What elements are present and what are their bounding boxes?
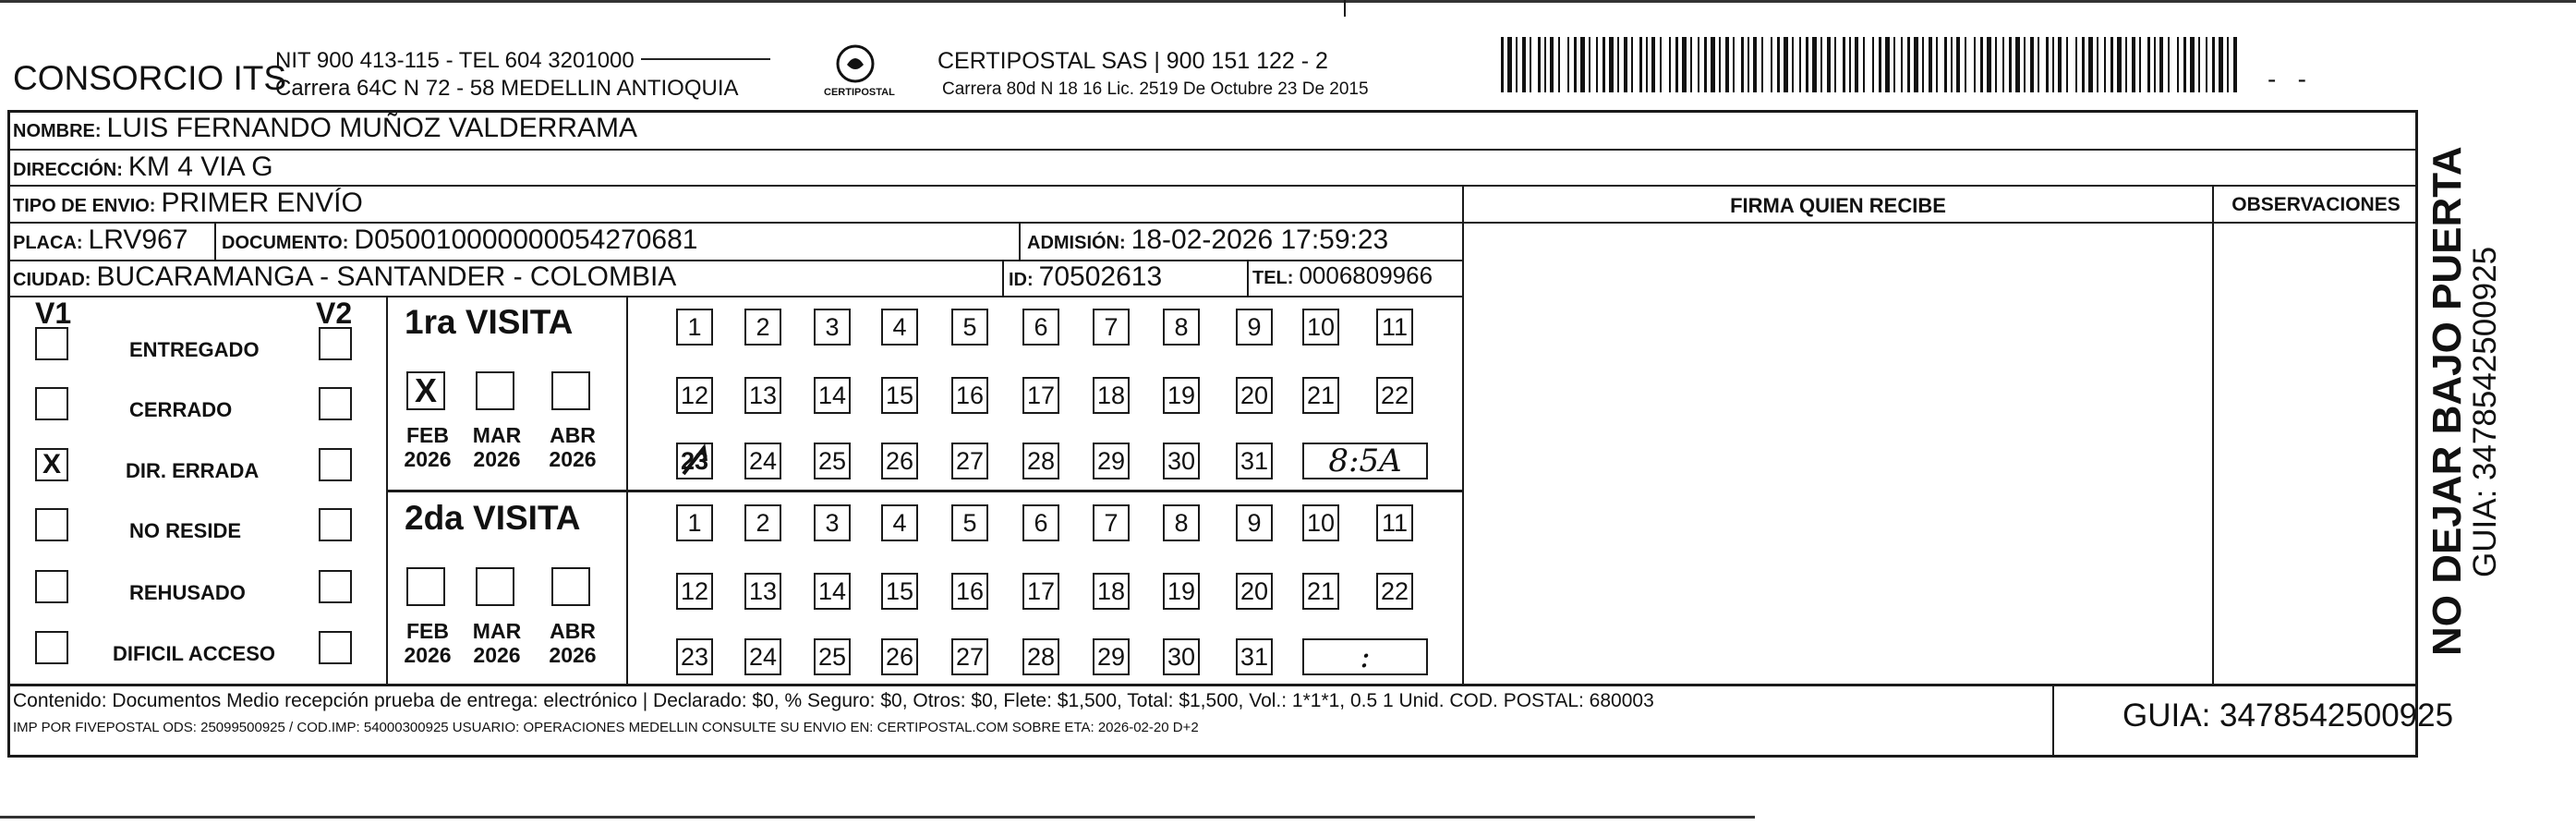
barcode-bar bbox=[2015, 37, 2020, 92]
visit-time-box[interactable]: 8:5A bbox=[1302, 443, 1428, 479]
month-label bbox=[540, 619, 605, 667]
month-name: MAR bbox=[472, 423, 522, 447]
barcode-bar bbox=[1609, 37, 1614, 92]
col-line bbox=[1247, 261, 1249, 297]
day-box-30[interactable]: 30 bbox=[1163, 443, 1200, 479]
firma-header: FIRMA QUIEN RECIBE bbox=[1730, 194, 1946, 217]
dash-marks: - - bbox=[2268, 65, 2306, 93]
barcode-bar bbox=[1799, 37, 1801, 92]
month-name: FEB bbox=[406, 619, 449, 643]
barcode-bar bbox=[1602, 37, 1605, 92]
day-box-20[interactable]: 20 bbox=[1236, 573, 1273, 610]
day-box-2[interactable]: 2 bbox=[744, 504, 781, 541]
barcode-bar bbox=[1956, 37, 1960, 92]
barcode-bar bbox=[1929, 37, 1932, 92]
barcode-bar bbox=[1843, 37, 1845, 92]
month-year: 2026 bbox=[404, 643, 452, 667]
footer-guia: GUIA: 3478542500925 bbox=[2122, 698, 2454, 734]
month-checkbox-feb[interactable] bbox=[406, 567, 445, 606]
barcode-bar bbox=[1522, 37, 1526, 92]
company-address: Carrera 64C N 72 - 58 MEDELLIN ANTIOQUIA bbox=[275, 76, 739, 101]
day-box-3[interactable]: 3 bbox=[814, 504, 851, 541]
barcode-bar bbox=[1893, 37, 1895, 92]
top-tick bbox=[1344, 0, 1346, 17]
barcode-bar bbox=[1660, 37, 1662, 92]
month-label bbox=[395, 619, 460, 667]
row-line bbox=[7, 684, 2418, 686]
barcode-bar bbox=[2190, 37, 2195, 92]
barcode-bar bbox=[1624, 37, 1627, 92]
barcode-bar bbox=[1806, 37, 1808, 92]
status-label: NO RESIDE bbox=[129, 519, 242, 542]
barcode-bar bbox=[1544, 37, 1546, 92]
barcode-bar bbox=[1507, 37, 1512, 92]
barcode-bar bbox=[1812, 37, 1817, 92]
barcode-bar bbox=[2002, 37, 2004, 92]
barcode-bar bbox=[1792, 37, 1794, 92]
status-label: DIFICIL ACCESO bbox=[113, 642, 276, 665]
day-box-24[interactable]: 24 bbox=[744, 638, 781, 675]
day-box-20[interactable]: 20 bbox=[1236, 377, 1273, 414]
barcode-bar bbox=[2052, 37, 2054, 92]
placa-value: LRV967 bbox=[88, 224, 188, 255]
barcode-bar bbox=[1761, 37, 1763, 92]
day-box-23[interactable]: 23 bbox=[676, 443, 713, 479]
barcode-bar bbox=[1631, 37, 1633, 92]
day-box-17[interactable]: 17 bbox=[1022, 573, 1059, 610]
barcode-bar bbox=[1580, 37, 1585, 92]
barcode-bar bbox=[1980, 37, 1983, 92]
barcode-bar bbox=[1855, 37, 1858, 92]
barcode-bar bbox=[1596, 37, 1598, 92]
barcode-bar bbox=[1922, 37, 1924, 92]
day-box-31[interactable]: 31 bbox=[1236, 443, 1273, 479]
barcode-bar bbox=[1558, 37, 1560, 92]
day-box-10[interactable]: 10 bbox=[1302, 504, 1339, 541]
tel-value: 0006809966 bbox=[1299, 261, 1433, 289]
day-box-7[interactable]: 7 bbox=[1093, 309, 1130, 346]
barcode-bar bbox=[2183, 37, 2186, 92]
barcode-bar bbox=[2088, 37, 2093, 92]
barcode-bar bbox=[2104, 37, 2106, 92]
day-box-28[interactable]: 28 bbox=[1022, 443, 1059, 479]
day-box-26[interactable]: 26 bbox=[881, 638, 918, 675]
day-box-13[interactable]: 13 bbox=[744, 377, 781, 414]
day-box-8[interactable]: 8 bbox=[1163, 504, 1200, 541]
guia-divider bbox=[2052, 685, 2054, 758]
barcode-bar bbox=[1690, 37, 1692, 92]
barcode-bar bbox=[1719, 37, 1721, 92]
barcode-bar bbox=[2154, 37, 2156, 92]
barcode-bar bbox=[1501, 37, 1504, 92]
barcode-bar bbox=[1733, 37, 1735, 92]
barcode-bar bbox=[1995, 37, 1997, 92]
id-row: ID: 70502613 bbox=[1009, 261, 1163, 292]
day-box-15[interactable]: 15 bbox=[881, 573, 918, 610]
barcode-bar bbox=[1530, 37, 1531, 92]
day-box-21[interactable]: 21 bbox=[1302, 573, 1339, 610]
barcode-bar bbox=[1784, 37, 1788, 92]
ciudad-value: BUCARAMANGA - SANTANDER - COLOMBIA bbox=[96, 261, 677, 292]
barcode-bar bbox=[2066, 37, 2068, 92]
barcode-bar bbox=[1965, 37, 1966, 92]
barcode-bar bbox=[2159, 37, 2163, 92]
status-label: REHUSADO bbox=[129, 581, 246, 604]
barcode-bar bbox=[1589, 37, 1590, 92]
barcode-bar bbox=[1901, 37, 1903, 92]
month-label bbox=[465, 423, 529, 471]
day-box-12[interactable]: 12 bbox=[676, 377, 713, 414]
barcode-bar bbox=[2097, 37, 2098, 92]
day-box-21[interactable]: 21 bbox=[1302, 377, 1339, 414]
barcode-bar bbox=[1914, 37, 1918, 92]
company-nit: NIT 900 413-115 - TEL 604 3201000 bbox=[275, 48, 635, 73]
day-box-30[interactable]: 30 bbox=[1163, 638, 1200, 675]
visit-title: 1ra VISITA bbox=[405, 303, 574, 341]
barcode-bar bbox=[2147, 37, 2150, 92]
v1-checkbox[interactable] bbox=[35, 570, 68, 603]
barcode-bar bbox=[1574, 37, 1577, 92]
day-box-29[interactable]: 29 bbox=[1093, 443, 1130, 479]
direccion-row: DIRECCIÓN: KM 4 VIA G bbox=[13, 152, 273, 182]
barcode-bar bbox=[1682, 37, 1687, 92]
barcode-bar bbox=[2139, 37, 2141, 92]
month-checkbox-feb[interactable]: X bbox=[406, 371, 445, 410]
placa-row: PLACA: LRV967 bbox=[13, 224, 188, 255]
barcode-bar bbox=[2082, 37, 2085, 92]
company-name: CONSORCIO ITS bbox=[13, 59, 287, 97]
v2-checkbox[interactable] bbox=[319, 631, 352, 664]
day-box-14[interactable]: 14 bbox=[814, 573, 851, 610]
barcode bbox=[1501, 37, 2240, 92]
direccion-value: KM 4 VIA G bbox=[127, 152, 273, 182]
imp-line: IMP POR FIVEPOSTAL ODS: 25099500925 / COD.IMP: 54000300925 USUARIO: OPERACIONES MEDELLIN CONSULTE SU ENVIO EN: CERTIPOSTAL.COM SOBRE ETA: 2026-02-20 D+2 bbox=[13, 720, 1199, 735]
day-box-18[interactable]: 18 bbox=[1093, 377, 1130, 414]
top-edge-line bbox=[0, 0, 2576, 3]
barcode-bar bbox=[2227, 37, 2229, 92]
barcode-bar bbox=[1725, 37, 1729, 92]
v2-checkbox[interactable] bbox=[319, 448, 352, 481]
barcode-bar bbox=[1675, 37, 1678, 92]
day-box-27[interactable]: 27 bbox=[951, 638, 988, 675]
barcode-bar bbox=[2075, 37, 2077, 92]
barcode-bar bbox=[2212, 37, 2215, 92]
month-label bbox=[395, 423, 460, 471]
barcode-bar bbox=[1698, 37, 1699, 92]
partner-address: Carrera 80d N 18 16 Lic. 2519 De Octubre 23 De 2015 bbox=[942, 79, 1369, 99]
barcode-bar bbox=[1820, 37, 1822, 92]
barcode-bar bbox=[2168, 37, 2170, 92]
barcode-bar bbox=[2038, 37, 2039, 92]
barcode-bar bbox=[2206, 37, 2207, 92]
day-box-2[interactable]: 2 bbox=[744, 309, 781, 346]
barcode-bar bbox=[1974, 37, 1976, 92]
barcode-bar bbox=[1646, 37, 1648, 92]
month-name: FEB bbox=[406, 423, 449, 447]
observaciones-field[interactable] bbox=[2214, 224, 2416, 683]
day-box-19[interactable]: 19 bbox=[1163, 573, 1200, 610]
month-checkbox-mar[interactable] bbox=[476, 371, 514, 410]
barcode-bar bbox=[2117, 37, 2122, 92]
v1-checkbox[interactable] bbox=[35, 631, 68, 664]
barcode-bar bbox=[1748, 37, 1749, 92]
col-line bbox=[214, 223, 216, 261]
v2-checkbox[interactable] bbox=[319, 508, 352, 541]
barcode-bar bbox=[1879, 37, 1881, 92]
day-box-22[interactable]: 22 bbox=[1376, 377, 1413, 414]
day-box-3[interactable]: 3 bbox=[814, 309, 851, 346]
nombre-value: LUIS FERNANDO MUÑOZ VALDERRAMA bbox=[106, 113, 638, 143]
barcode-bar bbox=[2030, 37, 2034, 92]
barcode-bar bbox=[1567, 37, 1569, 92]
day-box-25[interactable]: 25 bbox=[814, 443, 851, 479]
v1-checkbox[interactable] bbox=[35, 327, 68, 360]
v1-label: V1 bbox=[35, 297, 72, 330]
day-box-19[interactable]: 19 bbox=[1163, 377, 1200, 414]
barcode-bar bbox=[1849, 37, 1851, 92]
barcode-bar bbox=[1834, 37, 1836, 92]
logo-text: CERTIPOSTAL bbox=[824, 87, 895, 98]
day-box-15[interactable]: 15 bbox=[881, 377, 918, 414]
barcode-bar bbox=[2110, 37, 2113, 92]
barcode-bar bbox=[1863, 37, 1865, 92]
day-box-29[interactable]: 29 bbox=[1093, 638, 1130, 675]
admision-value: 18-02-2026 17:59:23 bbox=[1131, 224, 1389, 255]
v1-checkbox[interactable] bbox=[35, 508, 68, 541]
month-checkbox-mar[interactable] bbox=[476, 567, 514, 606]
barcode-bar bbox=[2125, 37, 2127, 92]
day-box-9[interactable]: 9 bbox=[1236, 504, 1273, 541]
day-box-8[interactable]: 8 bbox=[1163, 309, 1200, 346]
col-line bbox=[1002, 261, 1004, 297]
barcode-bar bbox=[2177, 37, 2179, 92]
day-box-22[interactable]: 22 bbox=[1376, 573, 1413, 610]
day-box-24[interactable]: 24 bbox=[744, 443, 781, 479]
month-year: 2026 bbox=[549, 447, 597, 471]
col-line bbox=[1019, 223, 1021, 261]
v2-checkbox[interactable] bbox=[319, 570, 352, 603]
barcode-bar bbox=[2198, 37, 2200, 92]
month-label bbox=[540, 423, 605, 471]
tipo-value: PRIMER ENVÍO bbox=[161, 188, 363, 218]
admision-row: ADMISIÓN: 18-02-2026 17:59:23 bbox=[1027, 224, 1389, 255]
barcode-bar bbox=[1741, 37, 1744, 92]
barcode-bar bbox=[1827, 37, 1831, 92]
day-box-1[interactable]: 1 bbox=[676, 309, 713, 346]
barcode-bar bbox=[1516, 37, 1518, 92]
v1-checkbox[interactable] bbox=[35, 387, 68, 420]
status-label: DIR. ERRADA bbox=[126, 459, 260, 482]
month-checkbox-abr[interactable] bbox=[551, 567, 590, 606]
day-box-23[interactable]: 23 bbox=[676, 638, 713, 675]
certipostal-logo bbox=[834, 42, 877, 85]
day-box-6[interactable]: 6 bbox=[1022, 504, 1059, 541]
barcode-bar bbox=[2009, 37, 2012, 92]
barcode-bar bbox=[1669, 37, 1671, 92]
barcode-bar bbox=[1936, 37, 1938, 92]
barcode-bar bbox=[2046, 37, 2049, 92]
status-label: CERRADO bbox=[129, 398, 233, 421]
barcode-bar bbox=[1550, 37, 1554, 92]
nit-underline bbox=[641, 58, 770, 60]
day-box-27[interactable]: 27 bbox=[951, 443, 988, 479]
row-line bbox=[7, 149, 2418, 151]
barcode-bar bbox=[1777, 37, 1780, 92]
visit-time-box[interactable]: : bbox=[1302, 638, 1428, 675]
v1-checkbox[interactable]: X bbox=[35, 448, 68, 481]
day-box-31[interactable]: 31 bbox=[1236, 638, 1273, 675]
visit-title: 2da VISITA bbox=[405, 499, 581, 537]
id-value: 70502613 bbox=[1038, 261, 1163, 292]
barcode-bar bbox=[1771, 37, 1772, 92]
day-box-16[interactable]: 16 bbox=[951, 377, 988, 414]
barcode-bar bbox=[2219, 37, 2223, 92]
row-line bbox=[7, 296, 1462, 297]
day-box-14[interactable]: 14 bbox=[814, 377, 851, 414]
day-box-26[interactable]: 26 bbox=[881, 443, 918, 479]
side-guia: GUIA: 3478542500925 bbox=[2467, 246, 2503, 577]
tipo-row: TIPO DE ENVIO: PRIMER ENVÍO bbox=[13, 188, 363, 218]
day-box-9[interactable]: 9 bbox=[1236, 309, 1273, 346]
month-year: 2026 bbox=[404, 447, 452, 471]
day-box-6[interactable]: 6 bbox=[1022, 309, 1059, 346]
ciudad-row: CIUDAD: BUCARAMANGA - SANTANDER - COLOMBIA bbox=[13, 261, 677, 292]
strike-mark bbox=[676, 443, 713, 479]
barcode-bar bbox=[1872, 37, 1874, 92]
barcode-bar bbox=[1753, 37, 1757, 92]
day-box-12[interactable]: 12 bbox=[676, 573, 713, 610]
day-box-16[interactable]: 16 bbox=[951, 573, 988, 610]
signature-field[interactable] bbox=[1461, 224, 2211, 683]
barcode-bar bbox=[1987, 37, 1991, 92]
day-box-5[interactable]: 5 bbox=[951, 309, 988, 346]
bottom-edge-line bbox=[0, 816, 1755, 819]
day-box-4[interactable]: 4 bbox=[881, 309, 918, 346]
documento-value: D050010000000054270681 bbox=[354, 224, 698, 255]
side-warning: NO DEJAR BAJO PUERTA bbox=[2425, 146, 2470, 656]
barcode-bar bbox=[2024, 37, 2026, 92]
day-box-11[interactable]: 11 bbox=[1376, 504, 1413, 541]
status-label: ENTREGADO bbox=[129, 338, 260, 361]
nombre-row: NOMBRE: LUIS FERNANDO MUÑOZ VALDERRAMA bbox=[13, 113, 638, 143]
v2-checkbox[interactable] bbox=[319, 327, 352, 360]
barcode-bar bbox=[1651, 37, 1655, 92]
day-box-4[interactable]: 4 bbox=[881, 504, 918, 541]
month-year: 2026 bbox=[473, 643, 521, 667]
day-box-28[interactable]: 28 bbox=[1022, 638, 1059, 675]
partner-name: CERTIPOSTAL SAS | 900 151 122 - 2 bbox=[937, 48, 1328, 74]
barcode-bar bbox=[1711, 37, 1715, 92]
contenido-line: Contenido: Documentos Medio recepción prueba de entrega: electrónico | Declarado: $0, % Seguro: $0, Otros: $0, Flete: $1,500, Total: $1,500, Vol.: 1*1*1, 0.5 1 Unid. COD. POSTAL: 680003 bbox=[13, 690, 1654, 711]
day-box-25[interactable]: 25 bbox=[814, 638, 851, 675]
barcode-bar bbox=[2233, 37, 2237, 92]
day-box-13[interactable]: 13 bbox=[744, 573, 781, 610]
barcode-bar bbox=[1885, 37, 1890, 92]
day-box-1[interactable]: 1 bbox=[676, 504, 713, 541]
barcode-bar bbox=[1951, 37, 1953, 92]
day-box-7[interactable]: 7 bbox=[1093, 504, 1130, 541]
tel-row: TEL: 0006809966 bbox=[1252, 261, 1433, 289]
visit-divider bbox=[386, 490, 1463, 492]
barcode-bar bbox=[1907, 37, 1910, 92]
observaciones-header: OBSERVACIONES bbox=[2231, 194, 2401, 215]
barcode-bar bbox=[1617, 37, 1619, 92]
month-name: ABR bbox=[550, 423, 596, 447]
day-box-17[interactable]: 17 bbox=[1022, 377, 1059, 414]
barcode-bar bbox=[1538, 37, 1541, 92]
barcode-bar bbox=[1639, 37, 1642, 92]
day-box-11[interactable]: 11 bbox=[1376, 309, 1413, 346]
v2-checkbox[interactable] bbox=[319, 387, 352, 420]
month-name: MAR bbox=[472, 619, 522, 643]
barcode-bar bbox=[2058, 37, 2062, 92]
month-checkbox-abr[interactable] bbox=[551, 371, 590, 410]
day-box-18[interactable]: 18 bbox=[1093, 573, 1130, 610]
month-year: 2026 bbox=[549, 643, 597, 667]
barcode-bar bbox=[2132, 37, 2135, 92]
barcode-bar bbox=[1704, 37, 1707, 92]
v2-label: V2 bbox=[316, 297, 353, 330]
row-line bbox=[7, 185, 2418, 187]
barcode-bar bbox=[1944, 37, 1947, 92]
day-box-10[interactable]: 10 bbox=[1302, 309, 1339, 346]
month-label bbox=[465, 619, 529, 667]
month-name: ABR bbox=[550, 619, 596, 643]
month-year: 2026 bbox=[473, 447, 521, 471]
documento-row: DOCUMENTO: D050010000000054270681 bbox=[222, 224, 698, 255]
day-box-5[interactable]: 5 bbox=[951, 504, 988, 541]
